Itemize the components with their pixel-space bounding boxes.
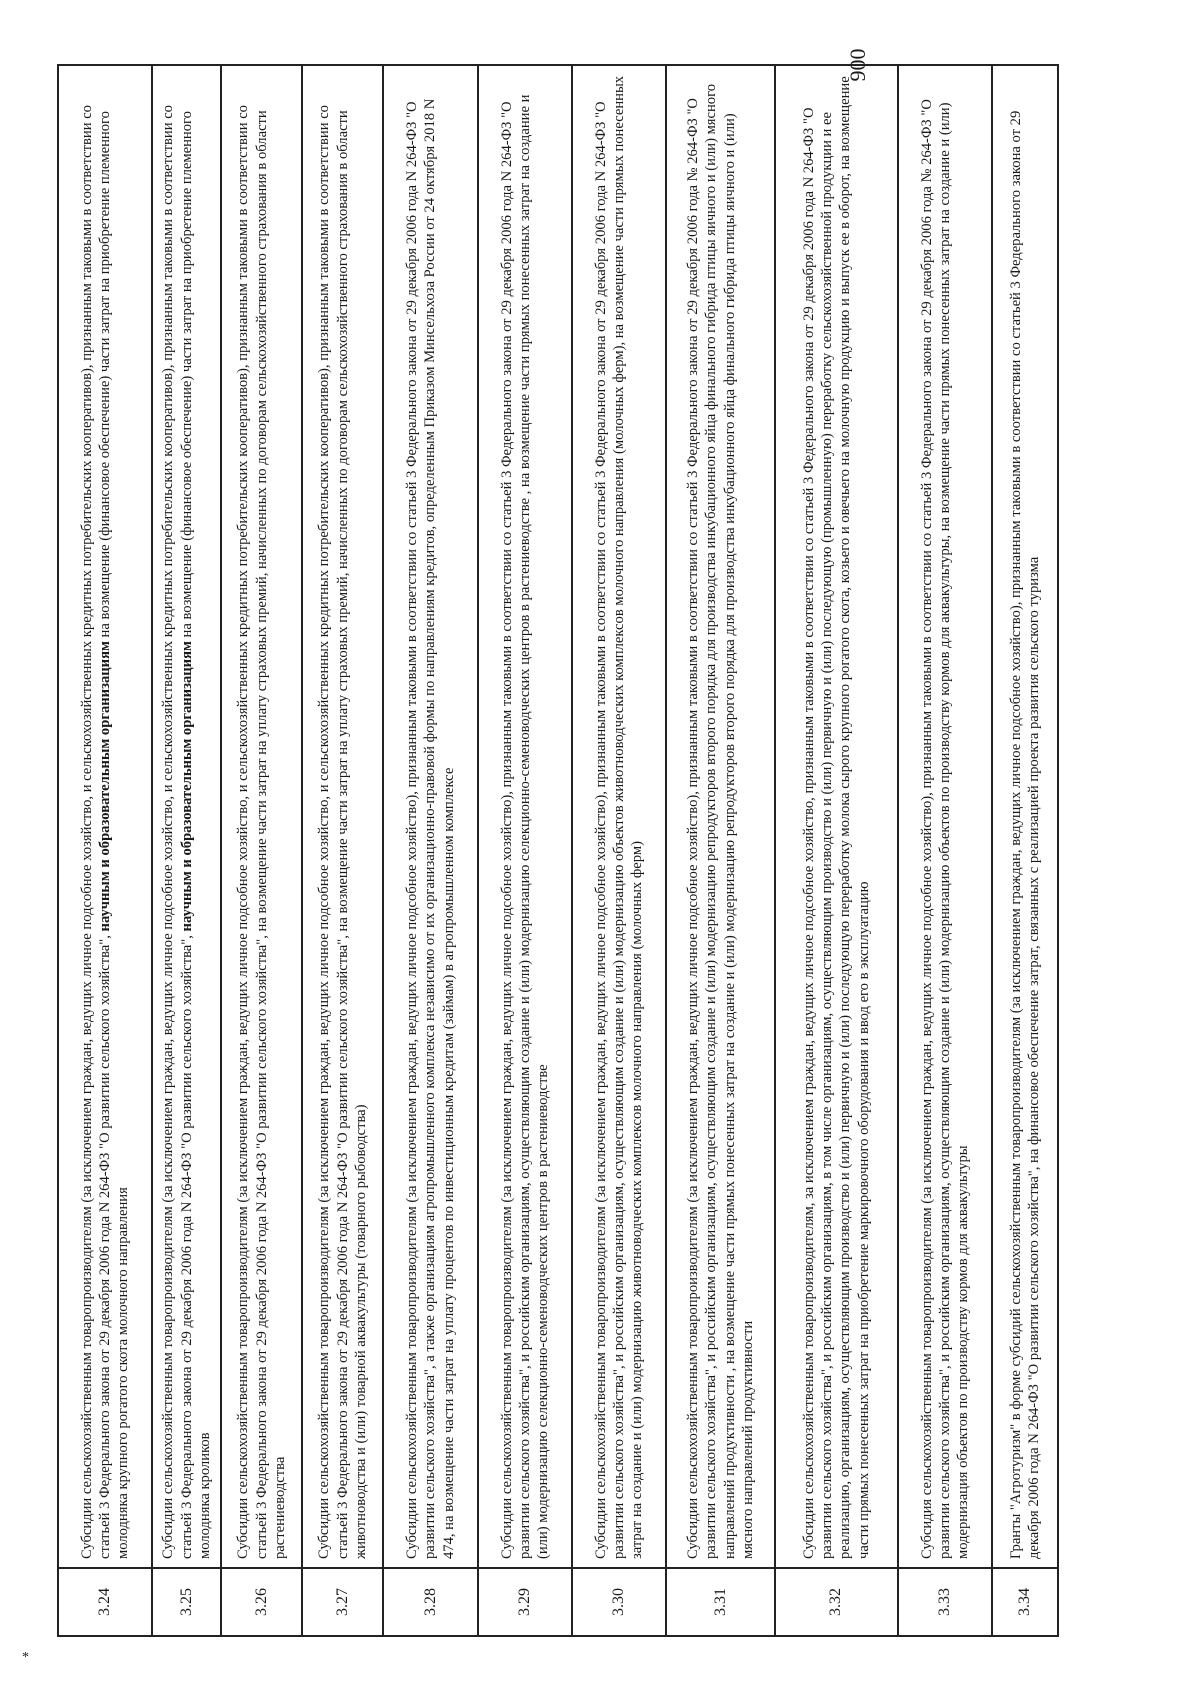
text-fragment: Субсидии сельскохозяйственным товаропроизводителям (за исключением граждан, ведущих личное подсобное хозяйство, и сельскохозяйственных кредитных потребительских кооперативов), признанным таковыми в соответствии со статьей 3 Федерального закона от 29 декабря 2006 года N 264-ФЗ "О развитии сельского хозяйства", (78, 105, 114, 1559)
page-number: 900 (845, 48, 870, 82)
row-description (58, 65, 152, 1568)
table-row (221, 65, 302, 1636)
row-description (666, 65, 775, 1568)
table-body (58, 65, 1058, 1636)
row-number: 3.31 (666, 1568, 775, 1636)
row-number: 3.30 (572, 1568, 666, 1636)
row-number: 3.28 (383, 1568, 477, 1636)
row-description (152, 65, 221, 1568)
row-number: 3.25 (152, 1568, 221, 1636)
row-description (775, 65, 898, 1568)
text-fragment: Субсидии сельскохозяйственным товаропроизводителям (за исключением граждан, ведущих личное подсобное хозяйство), признанным таковыми в соответствии со статьей 3 Федерального закона от 29 декабря 2006 года № 264-ФЗ "О развитии сельского хозяйства", и российским организациям, осуществляющим создание и (или) модернизацию репродукторов второго порядка для производства инкубационного яйца финального гибрида птицы яичного и (или) мясного направлений продуктивности , на возмещение части прямых понесенных затрат на создание и (или) модернизацию репродукторов второго порядка для производства инкубационного яйца финального гибрида птицы яичного и (или) мясного направлений продуктивности (685, 83, 756, 1559)
text-fragment: Субсидии сельскохозяйственным товаропроизводителям (за исключением граждан, ведущих личное подсобное хозяйство), признанным таковыми в соответствии со статьей 3 Федерального закона от 29 декабря 2006 года N 264-ФЗ "О развитии сельского хозяйства", а также организациям агропромышленного комплекса независимо от их организационно-правовой формы по направлениям кредитов, определенным Приказом Минсельхоза России от 24 октября 2018 N 474, на возмещение части затрат на уплату процентов по инвестиционным кредитам (займам) в агропромышленном комплексе (404, 98, 457, 1559)
table-row (302, 65, 383, 1636)
text-fragment: Субсидия сельскохозяйственным товаропроизводителям (за исключением граждан, ведущих личное подсобное хозяйство), признанным таковыми в соответствии со статьей 3 Федерального закона от 29 декабря 2006 года № 264-ФЗ "О развитии сельского хозяйства", и российским организациям, осуществляющим создание и (или) модернизацию объектов по производству кормов для аквакультуры, на возмещение части прямых понесенных затрат на создание и (или) модернизация объектов по производству кормов для аквакультуры (918, 99, 972, 1559)
table-row (152, 65, 221, 1636)
row-description (898, 65, 992, 1568)
text-fragment: Субсидии сельскохозяйственным товаропроизводителям (за исключением граждан, ведущих личное подсобное хозяйство, и сельскохозяйственных кредитных потребительских кооперативов), признанным таковыми в соответствии со статьей 3 Федерального закона от 29 декабря 2006 года N 264-ФЗ "О развитии сельского хозяйства", на возмещение части затрат на уплату страховых премий, начисленных по договорам сельскохозяйственного страхования в области животноводства и (или) товарной аквакультуры (товарного рыбоводства) (316, 105, 369, 1559)
table-row (775, 65, 898, 1636)
table-row (572, 65, 666, 1636)
row-description (478, 65, 572, 1568)
table-row (992, 65, 1058, 1636)
row-number: 3.26 (221, 1568, 302, 1636)
text-fragment: Субсидии сельскохозяйственным товаропроизводителям, за исключением граждан, ведущих личное подсобное хозяйство, признанным таковыми в соответствии со статьей 3 Федерального закона от 29 декабря 2006 года N 264-ФЗ "О развитии сельского хозяйства", и российским организациям, в том числе организациям, осуществляющим производство и (или) первичную и (или) последующую (промышленную) переработку сельскохозяйственной продукции и ее реализацию, организациям, осуществляющим производство и (или) первичную и (или) последующую переработку молока сырого крупного рогатого скота, козьего и овечьего на молочную продукцию и выпуск ее в оборот, на возмещение части прямых понесенных затрат на приобретение маркировочного оборудования и ввод его в эксплуатацию (800, 76, 872, 1559)
emphasized-text: научным и образовательным организациям (178, 641, 195, 932)
row-number: 3.33 (898, 1568, 992, 1636)
text-fragment: на возмещение (финансовое обеспечение) части затрат на приобретение племенного молодняка крупного рогатого скота молочного направления (97, 111, 132, 1559)
row-description (572, 65, 666, 1568)
text-fragment: Субсидии сельскохозяйственным товаропроизводителям (за исключением граждан, ведущих личное подсобное хозяйство), признанным таковыми в соответствии со статьей 3 Федерального закона от 29 декабря 2006 года N 264-ФЗ "О развитии сельского хозяйства", и российским организациям, осуществляющим создание и (или) модернизацию объектов животноводческих комплексов молочного направления (молочных ферм), на возмещение части прямых понесенных затрат на создание и (или) модернизацию животноводческих комплексов молочного направления (молочных ферм) (592, 75, 646, 1559)
table-row (383, 65, 477, 1636)
table-row (666, 65, 775, 1636)
table-row (478, 65, 572, 1636)
row-description (383, 65, 477, 1568)
row-number: 3.34 (992, 1568, 1058, 1636)
row-description (221, 65, 302, 1568)
text-fragment: Гранты "Агротуризм" в форме субсидий сельскохозяйственным товаропроизводителям (за исключением граждан, ведущих личное подсобное хозяйство), признанным таковыми в соответствии со статьей 3 Федерального закона от 29 декабря 2006 года N 264-ФЗ "О развитии сельского хозяйства", на финансовое обеспечение затрат, связанных с реализацией проекта развития сельского туризма (1007, 110, 1043, 1559)
row-number: 3.32 (775, 1568, 898, 1636)
stray-mark: * (22, 1650, 29, 1665)
text-fragment: Субсидии сельскохозяйственным товаропроизводителям (за исключением граждан, ведущих личное подсобное хозяйство, и сельскохозяйственных кредитных потребительских кооперативов), признанным таковыми в соответствии со статьей 3 Федерального закона от 29 декабря 2006 года N 264-ФЗ "О развитии сельского хозяйства", на возмещение части затрат на уплату страховых премий, начисленных по договорам сельскохозяйственного страхования в области растениеводства (235, 105, 288, 1559)
row-description (992, 65, 1058, 1568)
table-row (58, 65, 152, 1636)
text-fragment: Субсидии сельскохозяйственным товаропроизводителям (за исключением граждан, ведущих личное подсобное хозяйство), признанным таковыми в соответствии со статьей 3 Федерального закона от 29 декабря 2006 года N 264-ФЗ "О развитии сельского хозяйства", и российским организациям, осуществляющим создание и (или) модернизацию селекционно-семеноводческих центров в растениеводстве , на возмещение части прямых понесенных затрат на создание и (или) модернизацию селекционно-семеноводческих центров в растениеводстве (498, 94, 552, 1559)
text-fragment: Субсидии сельскохозяйственным товаропроизводителям (за исключением граждан, ведущих личное подсобное хозяйство, и сельскохозяйственных кредитных потребительских кооперативов), признанным таковыми в соответствии со статьей 3 Федерального закона от 29 декабря 2006 года N 264-ФЗ "О развитии сельского хозяйства", (160, 105, 195, 1559)
text-fragment: на возмещение (финансовое обеспечение) части затрат на приобретение племенного молодняка кроликов (178, 111, 213, 1559)
table-row (898, 65, 992, 1636)
emphasized-text: научным и образовательным организациям (97, 641, 114, 932)
row-description (302, 65, 383, 1568)
row-number: 3.24 (58, 1568, 152, 1636)
row-number: 3.27 (302, 1568, 383, 1636)
subsidy-table (57, 64, 1059, 1637)
row-number: 3.29 (478, 1568, 572, 1636)
rotated-table-container (57, 64, 1059, 1637)
